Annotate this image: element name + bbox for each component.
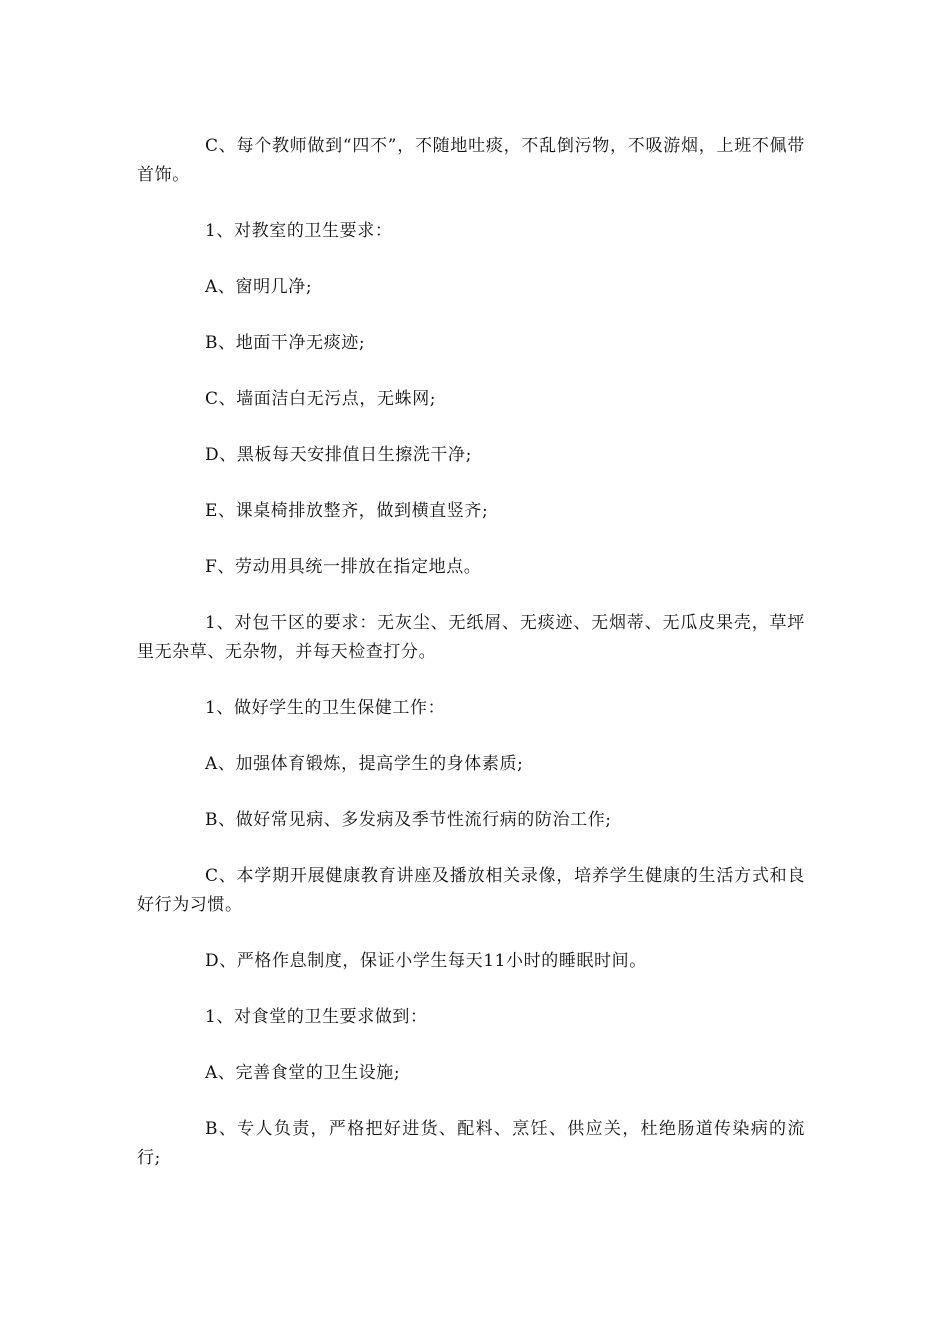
paragraph-area-requirements: 1、对包干区的要求：无灰尘、无纸屑、无痰迹、无烟蒂、无瓜皮果壳，草坪里无杂草、无杂物，并每天检查打分。: [137, 613, 805, 662]
paragraph-classroom-a: A、窗明几净;: [205, 277, 313, 297]
paragraph-classroom-b: B、地面干净无痰迹;: [205, 333, 366, 353]
paragraph-classroom-f: F、劳动用具统一排放在指定地点。: [205, 557, 482, 577]
paragraph-canteen-heading: 1、对食堂的卫生要求做到：: [205, 1007, 428, 1027]
paragraph-canteen-b: B、专人负责，严格把好进货、配料、烹饪、供应关，杜绝肠道传染病的流行;: [137, 1119, 805, 1168]
paragraph-classroom-e: E、课桌椅排放整齐，做到横直竖齐;: [205, 501, 489, 521]
paragraph-health-d: D、严格作息制度，保证小学生每天11小时的睡眠时间。: [205, 951, 647, 971]
paragraph-canteen-a: A、完善食堂的卫生设施;: [205, 1063, 401, 1083]
paragraph-health-c: C、本学期开展健康教育讲座及播放相关录像，培养学生健康的生活方式和良好行为习惯。: [137, 866, 805, 915]
paragraph-classroom-c: C、墙面洁白无污点，无蛛网;: [205, 389, 437, 409]
paragraph-health-a: A、加强体育锻炼，提高学生的身体素质;: [205, 754, 524, 774]
paragraph-teacher-four-nots: C、每个教师做到“四不”，不随地吐痰，不乱倒污物，不吸游烟，上班不佩带首饰。: [137, 136, 805, 185]
paragraph-health-b: B、做好常见病、多发病及季节性流行病的防治工作;: [205, 810, 612, 830]
paragraph-classroom-heading: 1、对教室的卫生要求：: [205, 221, 393, 241]
paragraph-health-heading: 1、做好学生的卫生保健工作：: [205, 698, 446, 718]
paragraph-classroom-d: D、黑板每天安排值日生擦洗干净;: [205, 445, 472, 465]
document-body: [137, 132, 805, 1200]
